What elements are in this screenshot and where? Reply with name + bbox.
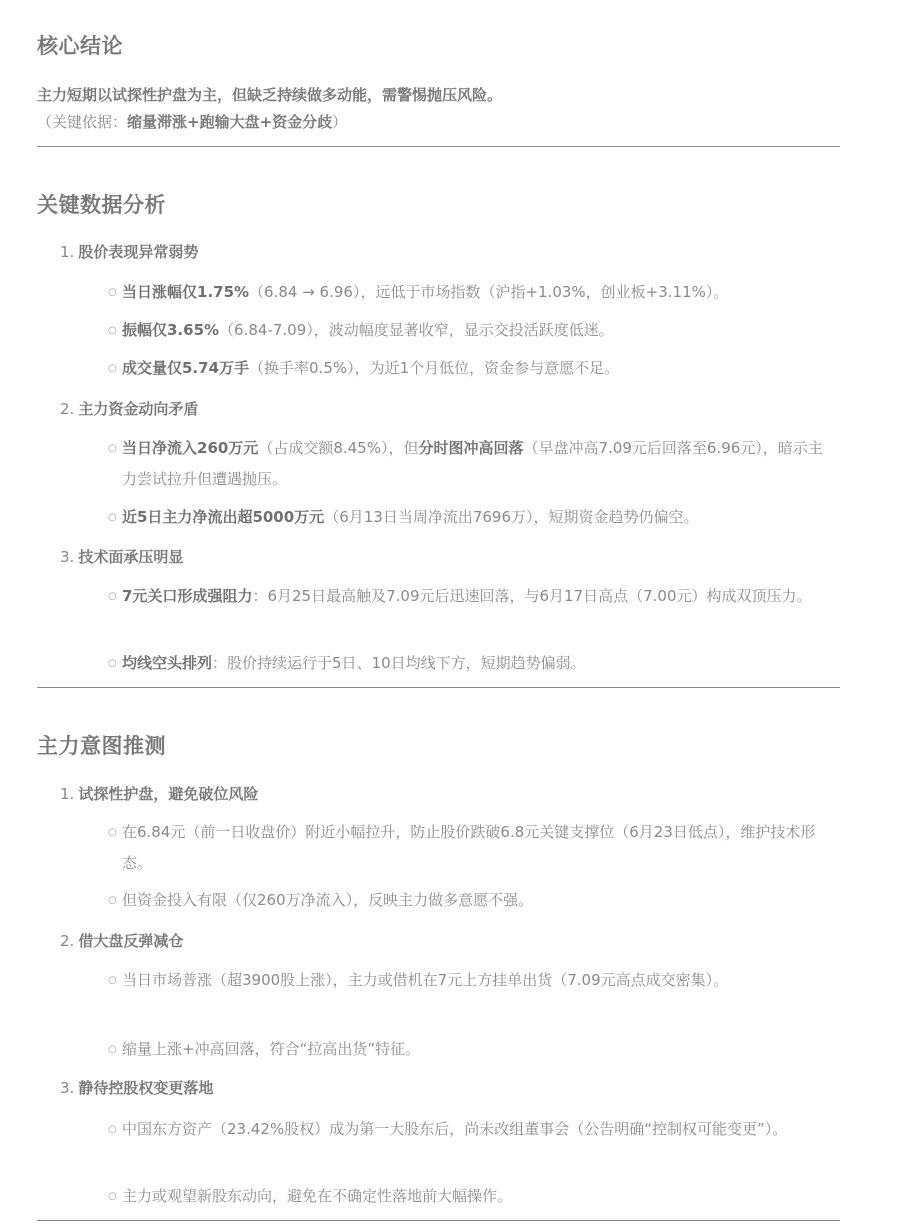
bullet-icon: ○ bbox=[108, 658, 117, 669]
analysis-item-2 bbox=[60, 398, 198, 419]
bullet-icon: ○ bbox=[108, 975, 117, 986]
core-conclusion-lead: 主力短期以试探性护盘为主，但缺乏持续做多动能，需警惕抛压风险。 bbox=[37, 86, 503, 104]
bullet-text: （6月13日当周净流出7696万），短期资金趋势仍偏空。 bbox=[324, 508, 699, 526]
list-item bbox=[108, 965, 833, 996]
list-item-title: 主力资金动向矛盾 bbox=[78, 400, 199, 418]
core-conclusion-heading: 核心结论 bbox=[37, 34, 123, 58]
list-item-title: 静待控股权变更落地 bbox=[78, 1079, 214, 1097]
bullet-bold: 分时图冲高回落 bbox=[418, 439, 524, 457]
list-item bbox=[108, 581, 833, 612]
bullet-text: 当日市场普涨（超3900股上涨），主力或借机在7元上方挂单出货（7.09元高点成交密集）。 bbox=[122, 971, 729, 989]
bullet-text: （占成交额8.45%），但 bbox=[258, 439, 419, 457]
bullet-icon: ○ bbox=[108, 827, 117, 838]
list-item bbox=[108, 817, 833, 879]
list-item bbox=[108, 1034, 833, 1065]
core-basis bbox=[37, 111, 840, 132]
bullet-bold: 成交量仅5.74万手 bbox=[122, 359, 250, 377]
bullet-text: ：股价持续运行于5日、10日均线下方，短期趋势偏弱。 bbox=[212, 654, 586, 672]
core-basis-bold: 缩量滞涨+跑输大盘+资金分歧 bbox=[127, 113, 333, 131]
bullet-icon: ○ bbox=[108, 895, 117, 906]
core-basis-prefix: （关键依据： bbox=[37, 113, 128, 131]
list-number: 2. bbox=[60, 400, 75, 418]
bullet-bold: 当日涨幅仅1.75% bbox=[122, 283, 250, 301]
list-item bbox=[108, 353, 833, 384]
analysis-item-1 bbox=[60, 241, 198, 262]
bullet-icon: ○ bbox=[108, 1191, 117, 1202]
bullet-bold: 均线空头排列 bbox=[122, 654, 213, 672]
bullet-text: （换手率0.5%），为近1个月低位，资金参与意愿不足。 bbox=[249, 359, 620, 377]
bullet-bold: 7元关口形成强阻力 bbox=[122, 587, 253, 605]
list-number: 2. bbox=[60, 932, 75, 950]
list-number: 3. bbox=[60, 548, 75, 566]
list-item-title: 试探性护盘，避免破位风险 bbox=[78, 785, 259, 803]
bullet-icon: ○ bbox=[108, 1124, 117, 1135]
analysis-item-3 bbox=[60, 546, 183, 567]
list-item bbox=[108, 1181, 833, 1212]
list-item bbox=[108, 315, 833, 346]
bullet-text: 中国东方资产（23.42%股权）成为第一大股东后，尚未改组董事会（公告明确“控制权可能变更”）。 bbox=[122, 1120, 788, 1138]
list-item bbox=[108, 885, 833, 916]
bullet-icon: ○ bbox=[108, 591, 117, 602]
bullet-icon: ○ bbox=[108, 287, 117, 298]
bullet-text: 缩量上涨+冲高回落，符合“拉高出货”特征。 bbox=[122, 1040, 421, 1058]
intent-heading: 主力意图推测 bbox=[37, 734, 166, 758]
bullet-bold: 振幅仅3.65% bbox=[122, 321, 220, 339]
core-basis-suffix: ） bbox=[332, 113, 348, 131]
list-item bbox=[108, 277, 833, 308]
list-item bbox=[108, 502, 833, 533]
divider bbox=[37, 687, 840, 688]
list-item-title: 技术面承压明显 bbox=[78, 548, 184, 566]
analysis-heading: 关键数据分析 bbox=[37, 193, 166, 217]
intent-item-3 bbox=[60, 1077, 213, 1098]
bullet-icon: ○ bbox=[108, 363, 117, 374]
bullet-bold: 当日净流入260万元 bbox=[122, 439, 259, 457]
bullet-icon: ○ bbox=[108, 1044, 117, 1055]
list-number: 1. bbox=[60, 243, 75, 261]
bullet-text: （6.84 → 6.96），远低于市场指数（沪指+1.03%，创业板+3.11%）。 bbox=[249, 283, 729, 301]
list-item bbox=[108, 1114, 833, 1145]
list-number: 3. bbox=[60, 1079, 75, 1097]
list-item-title: 股价表现异常弱势 bbox=[78, 243, 199, 261]
list-item bbox=[108, 433, 833, 495]
intent-item-1 bbox=[60, 783, 258, 804]
intent-item-2 bbox=[60, 930, 183, 951]
bullet-text: 在6.84元（前一日收盘价）附近小幅拉升，防止股价跌破6.8元关键支撑位（6月23日低点），维护技术形态。 bbox=[122, 823, 816, 872]
bullet-text: （早盘冲高7.09元后回落至6.96元），暗示主力尝试拉升但遭遇抛压。 bbox=[122, 439, 823, 488]
bullet-icon: ○ bbox=[108, 325, 117, 336]
divider bbox=[37, 146, 840, 147]
bullet-icon: ○ bbox=[108, 512, 117, 523]
list-item bbox=[108, 648, 833, 679]
list-item-title: 借大盘反弹减仓 bbox=[78, 932, 184, 950]
bullet-icon: ○ bbox=[108, 443, 117, 454]
bullet-text: 主力或观望新股东动向，避免在不确定性落地前大幅操作。 bbox=[122, 1187, 513, 1205]
bullet-text: （6.84-7.09），波动幅度显著收窄，显示交投活跃度低迷。 bbox=[219, 321, 614, 339]
bullet-text: 但资金投入有限（仅260万净流入），反映主力做多意愿不强。 bbox=[122, 891, 534, 909]
bullet-text: ：6月25日最高触及7.09元后迅速回落，与6月17日高点（7.00元）构成双顶压力。 bbox=[252, 587, 812, 605]
divider bbox=[37, 1220, 840, 1221]
bullet-bold: 近5日主力净流出超5000万元 bbox=[122, 508, 325, 526]
list-number: 1. bbox=[60, 785, 75, 803]
